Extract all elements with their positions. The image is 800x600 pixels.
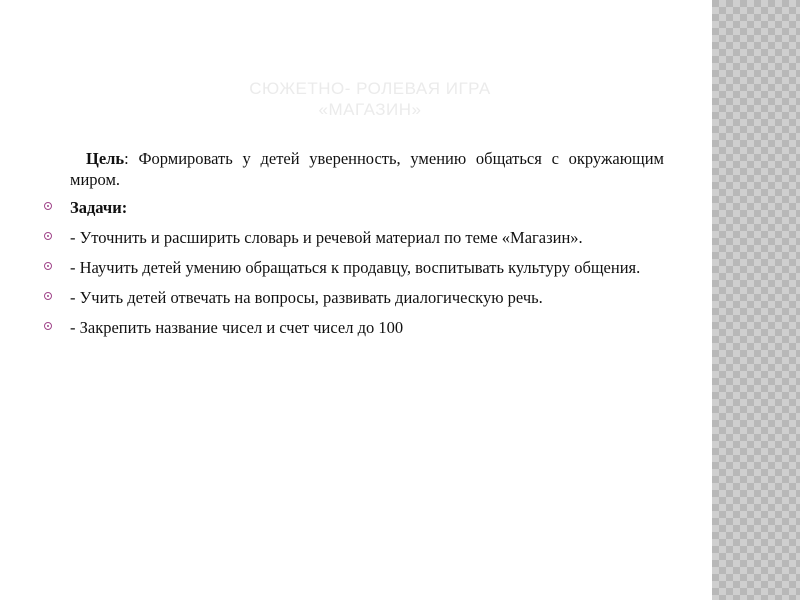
tasks-heading-item <box>44 197 664 218</box>
decorative-side-pattern <box>712 0 800 600</box>
task-text: - Научить детей умению обращаться к продавцу, воспитывать культуру общения. <box>70 258 641 277</box>
slide-title-line-1: СЮЖЕТНО- РОЛЕВАЯ ИГРА <box>249 79 491 98</box>
slide-title-line-2: «МАГАЗИН» <box>318 100 422 119</box>
bullet-icon <box>44 202 52 210</box>
goal-text: : Формировать у детей уверенность, умению общаться с окружающим миром. <box>70 149 664 189</box>
task-text: - Уточнить и расширить словарь и речевой материал по теме «Магазин». <box>70 228 583 247</box>
slide-content <box>44 148 664 347</box>
slide-title <box>170 78 570 120</box>
task-text: - Закрепить название чисел и счет чисел до 100 <box>70 318 404 337</box>
bullet-icon <box>44 262 52 270</box>
bullet-icon <box>44 292 52 300</box>
bullet-icon <box>44 322 52 330</box>
task-item <box>44 257 664 278</box>
goal-paragraph <box>70 148 664 190</box>
task-text: - Учить детей отвечать на вопросы, развивать диалогическую речь. <box>70 288 543 307</box>
task-item <box>44 317 664 338</box>
task-item <box>44 287 664 308</box>
task-item <box>44 227 664 248</box>
tasks-heading: Задачи: <box>70 198 128 217</box>
bullet-icon <box>44 232 52 240</box>
goal-label: Цель <box>86 149 125 168</box>
